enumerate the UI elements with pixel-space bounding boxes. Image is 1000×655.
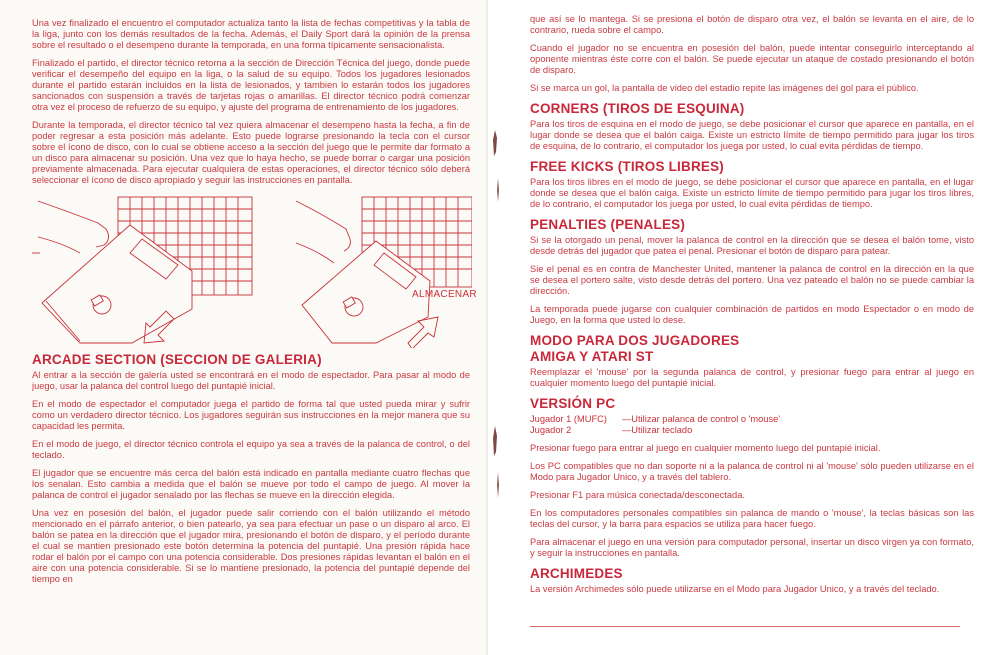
left-paragraph-5: En el modo de espectador el computador juega el partido de forma tal que usted pueda mirar y sufrir como un verdadero director técnico. Los jugadores seguirán sus instrucciones en la mejor manera que su capacidad les permita. [32, 399, 470, 431]
pc-paragraph-4: En los computadores personales compatibles sin palanca de mando o 'mouse', la teclas básicas son las teclas del cursor, y la barra para espacios se utiliza para hacer fuego. [530, 508, 974, 529]
two-player-text: Reemplazar el 'mouse' por la segunda palanca de control, y presionar fuego para entrar al juego en cualquier momento luego del puntapié inicial. [530, 367, 974, 388]
pc-controls-row [530, 425, 974, 436]
pc-paragraph-5: Para almacenar el juego en una versión para computador personal, insertar un disco virgen ya con formato, y seguir la instrucciones en pantalla. [530, 537, 974, 558]
pc-controls-list [530, 414, 974, 436]
corners-heading: CORNERS (TIROS DE ESQUINA) [530, 101, 745, 116]
corners-text: Para los tiros de esquina en el modo de juego, se debe posicionar el cursor que aparece en pantalla, en el lugar donde se desea que el balón caiga. Existe un estricto límite de tiempo permitido para jugar los tiros de esquina, de lo contrario, el computador los juega por usted, lo cual evita pérdidas de tiempo. [530, 119, 974, 151]
two-player-heading: MODO PARA DOS JUGADORES [530, 333, 740, 348]
pc-paragraph-3: Presionar F1 para música conectada/desconectada. [530, 490, 745, 500]
pc-paragraph-2: Los PC compatibles que no dan soporte ni a la palanca de control ni al 'mouse' sólo pueden utilizarse en el Modo para Jugador Unico, y a través del tablero. [530, 461, 974, 482]
amiga-atari-heading: AMIGA Y ATARI ST [530, 349, 654, 364]
penalties-paragraph-1: Si se la otorgado un penal, mover la palanca de control en la dirección que se desea el balón tome, visto desde detrás del jugador que patea el penal. Presionar el botón de disparo para patear. [530, 235, 974, 256]
penalties-paragraph-3: La temporada puede jugarse con cualquier combinación de partidos en modo Espectador o en modo de Juego, en la forma que usted lo dese. [530, 304, 974, 325]
left-paragraph-2: Finalizado el partido, el director técnico retorna a la sección de Dirección Técnica del juego, donde puede verificar el desempeño del equipo en la liga, o la salud de su equipo. Todos los jugadores lesionados durante el partido estarán incluidos en la lista de lesionados, y tambien lo estarán todos los jugadores sancionados con suspensión a través de tarjetas rojas o amarillas. El director técnico podrá comenzar otra vez el proceso de refuerzo de su equipo, y ajuste del programa de entrenamiento de los jugadores. [32, 58, 470, 112]
pc-controls-row [530, 414, 974, 425]
penalties-heading: PENALTIES (PENALES) [530, 217, 686, 232]
right-page [488, 0, 1000, 655]
left-paragraph-8: Una vez en posesión del balón, el jugador puede salir corriendo con el balón utilizando el método mencionado en el párrafo anterior, o bien patearlo, ya sea para efectuar un pase o un disparo al arco. El balón se patea en la dirección que el jugador mira, presionando el botón de disparo, y el período durante el cual se mantien presionado este botón determina la potencia del puntapié. Una presión rápida hace rodar el balón por el campo con una potencia considerable. Dos presiones rápidas levantan el balón en el aire con una potencia considerable. Si se lo mantiene presionado, la potencia del puntapié depende del tiempo en [32, 508, 470, 584]
free-kicks-text: Para los tiros libres en el modo de juego, se debe posicionar el cursor que aparece en pantalla, en el lugar donde se desea que el balón caiga. Existe un estricto límite de tiempo permitido para jugar los tiros libres, de lo contrario, el computador los juega por usted, lo cual evita pérdidas de tiempo. [530, 177, 974, 209]
bottom-rule [530, 626, 960, 627]
almacenar-label: ALMACENAR [412, 289, 477, 300]
left-paragraph-4: Al entrar a la sección de galería usted se encontrará en el modo de espectador. Para pasar al modo de juego, usar la palanca del control luego del puntapié inicial. [32, 370, 470, 391]
pc-version-heading: VERSIÓN PC [530, 396, 616, 411]
pc-player-control: —Utilizar teclado [622, 425, 693, 435]
binding-hole-mark-4 [494, 470, 502, 500]
left-paragraph-7: El jugador que se encuentre más cerca del balón está indicado en pantalla mediante cuatro flechas que los senalan. Esto cambia a medida que el balón se mueve por todo el campo de juego. Al mover la palanca de control el jugador senalado por las flechas se mueve en la dirección elegida. [32, 468, 470, 500]
pc-player-label: Jugador 1 (MUFC) [530, 414, 607, 424]
pc-player-control: —Utilizar palanca de control o 'mouse' [622, 414, 781, 424]
pc-player-label: Jugador 2 [530, 425, 572, 435]
right-paragraph-3: Si se marca un gol, la pantalla de video del estadio repite las imágenes del gol para el público. [530, 83, 919, 93]
left-paragraph-3: Durante la temporada, el director técnico tal vez quiera almacenar el desempeno hasta la fecha, a fin de poder regresar a esta posición más adelante. Esto puede lograrse presionando la tecla con el cursor sobre el ícono de disco, con lo cual se obtiene acceso a la sección del juego que le permite dar formato a un disco para almacenar su posición. Una vez que lo haya hecho, se puede borrar o cargar una posición previamente almacenada. Para ejecutar cualquiera de estas operaciones, el director técnico sólo deberá seleccionar el ícono de disco apropiado y seguir las instrucciones en pantalla. [32, 120, 470, 185]
pc-paragraph-1: Presionar fuego para entrar al juego en cualquier momento luego del puntapié inicial. [530, 443, 881, 453]
archimedes-heading: ARCHIMEDES [530, 566, 623, 581]
free-kicks-heading: FREE KICKS (TIROS LIBRES) [530, 159, 725, 174]
right-paragraph-2: Cuando el jugador no se encuentra en posesión del balón, puede intentar conseguirlo interceptando al oponente mientras éste corre con el balón. Se puede ejecutar un ataque de costado presionando el botón de disparo. [530, 43, 974, 75]
binding-hole-mark-1 [490, 128, 500, 158]
binding-hole-mark-3 [490, 424, 500, 458]
left-page [0, 0, 488, 655]
penalties-paragraph-2: Sie el penal es en contra de Manchester United, mantener la palanca de control en la dirección en la que se desea el portero salte, visto desde detrás del portero. Una vez pateado el balón no se puede cambiar la dirección. [530, 264, 974, 296]
floppy-disk-left [42, 225, 192, 343]
right-paragraph-1: que así se lo mantega. Si se presiona el botón de disparo otra vez, el balón se levanta en el aire, de lo contrario, rueda sobre el campo. [530, 14, 974, 35]
left-paragraph-1: Una vez finalizado el encuentro el computador actualiza tanto la lista de fechas competitivas y la tabla de la liga, junto con los demás resultados de la fecha. Además, el Daily Sport dará la opinión de la prensa sobre el resultado o el desempeno durante la temporada, en una forma típicamente sensacionalista. [32, 18, 470, 50]
arcade-section-heading: ARCADE SECTION (SECCION DE GALERIA) [32, 352, 322, 367]
binding-hole-mark-2 [494, 176, 502, 204]
floppy-disk-right [302, 241, 430, 343]
archimedes-text: La versión Archimedes sólo puede utilizarse en el Modo para Jugador Unico, y a través del teclado. [530, 584, 940, 594]
left-paragraph-6: En el modo de juego, el director técnico controla el equipo ya sea a través de la palanca de control, o del teclado. [32, 439, 470, 460]
disk-illustration-drawing [32, 193, 472, 348]
disk-illustration [32, 193, 477, 348]
